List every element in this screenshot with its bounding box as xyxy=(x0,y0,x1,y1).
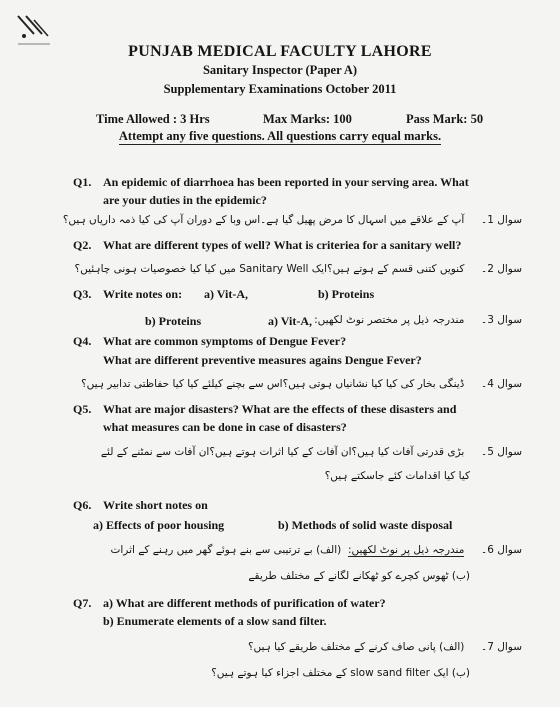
urdu-question: سوال 3۔ مندرجہ ذیل پر مختصر نوٹ لکھیں: xyxy=(314,314,522,326)
question-text: Write notes on: xyxy=(103,287,183,301)
exam-title: Supplementary Examinations October 2011 xyxy=(163,82,397,96)
urdu-question: کیا کیا اقدامات کئے جاسکتے ہیں؟ xyxy=(324,470,470,482)
urdu-question: سوال 5۔ بڑی قدرتی آفات کیا ہیں؟ان آفات کے کیا اثرات ہوتے ہیں؟ان آفات سے نمٹنے کے لئے xyxy=(100,446,522,458)
urdu-question: سوال 4۔ ڈینگی بخار کی کیا کیا نشانیاں ہوتی ہیں؟اس سے بچنے کیلئے کیا کیا حفاظتی تدابیر ہیں؟ xyxy=(81,378,522,390)
question-number: Q2. xyxy=(73,238,92,252)
question-text: What are different preventive measures agains Dengue Fever? xyxy=(103,353,422,367)
question-text: b) Proteins xyxy=(318,287,375,301)
question-text: b) Enumerate elements of a slow sand filter. xyxy=(103,614,327,628)
instruction: Attempt any five questions. All questions carry equal marks. xyxy=(118,129,442,143)
question-text: are your duties in the epidemic? xyxy=(103,193,267,207)
question-text: What are major disasters? What are the effects of these disasters and xyxy=(103,402,457,416)
urdu-question: سوال 1۔ آپ کے علاقے میں اسہال کا مرض پھیل گیا ہے۔اس وبا کے دوران آپ کی کیا ذمہ داریاں ہیں؟ xyxy=(62,214,522,226)
question-number: Q4. xyxy=(73,334,92,348)
question-number: Q7. xyxy=(73,596,92,610)
urdu-question: (ب) ٹھوس کچرے کو ٹھکانے لگانے کے مختلف طریقے xyxy=(248,570,470,582)
question-text: a) Vit-A, xyxy=(204,287,248,301)
max-marks: Max Marks: 100 xyxy=(263,112,352,126)
question-number: Q6. xyxy=(73,498,92,512)
time-allowed: Time Allowed : 3 Hrs xyxy=(96,112,210,126)
question-text: What are different types of well? What is criteriea for a sanitary well? xyxy=(103,238,462,252)
urdu-part: a) Vit-A, xyxy=(268,314,312,328)
question-text: b) Methods of solid waste disposal xyxy=(278,518,453,532)
urdu-question: سوال 2۔ کنویں کتنی قسم کے ہوتے ہیں؟ایک Sanitary Well میں کیا کیا خصوصیات ہونی چاہئیں؟ xyxy=(74,263,522,275)
urdu-question: (ب) ایک slow sand filter کے مختلف اجزاء کیا ہوتے ہیں؟ xyxy=(211,667,470,679)
question-text: a) Effects of poor housing xyxy=(93,518,225,532)
urdu-question: سوال 6۔ مندرجہ ذیل پر نوٹ لکھیں: (الف) بے ترتیبی سے بنے ہوئے گھر میں رہنے کے اثرات xyxy=(110,544,522,556)
paper-title: Sanitary Inspector (Paper A) xyxy=(202,63,358,77)
question-number: Q5. xyxy=(73,402,92,416)
pass-mark: Pass Mark: 50 xyxy=(406,112,484,126)
question-number: Q3. xyxy=(73,287,92,301)
institution-title: PUNJAB MEDICAL FACULTY LAHORE xyxy=(128,43,432,60)
question-number: Q1. xyxy=(73,175,92,189)
question-text: An epidemic of diarrhoea has been reported in your serving area. What xyxy=(103,175,469,189)
urdu-question: سوال 7۔ (الف) پانی صاف کرنے کے مختلف طریقے کیا ہیں؟ xyxy=(247,641,522,653)
urdu-part: b) Proteins xyxy=(145,314,202,328)
question-text: what measures can be done in case of disasters? xyxy=(103,420,347,434)
question-text: Write short notes on xyxy=(103,498,208,512)
question-text: What are common symptoms of Dengue Fever? xyxy=(103,334,347,348)
question-text: a) What are different methods of purification of water? xyxy=(103,596,386,610)
